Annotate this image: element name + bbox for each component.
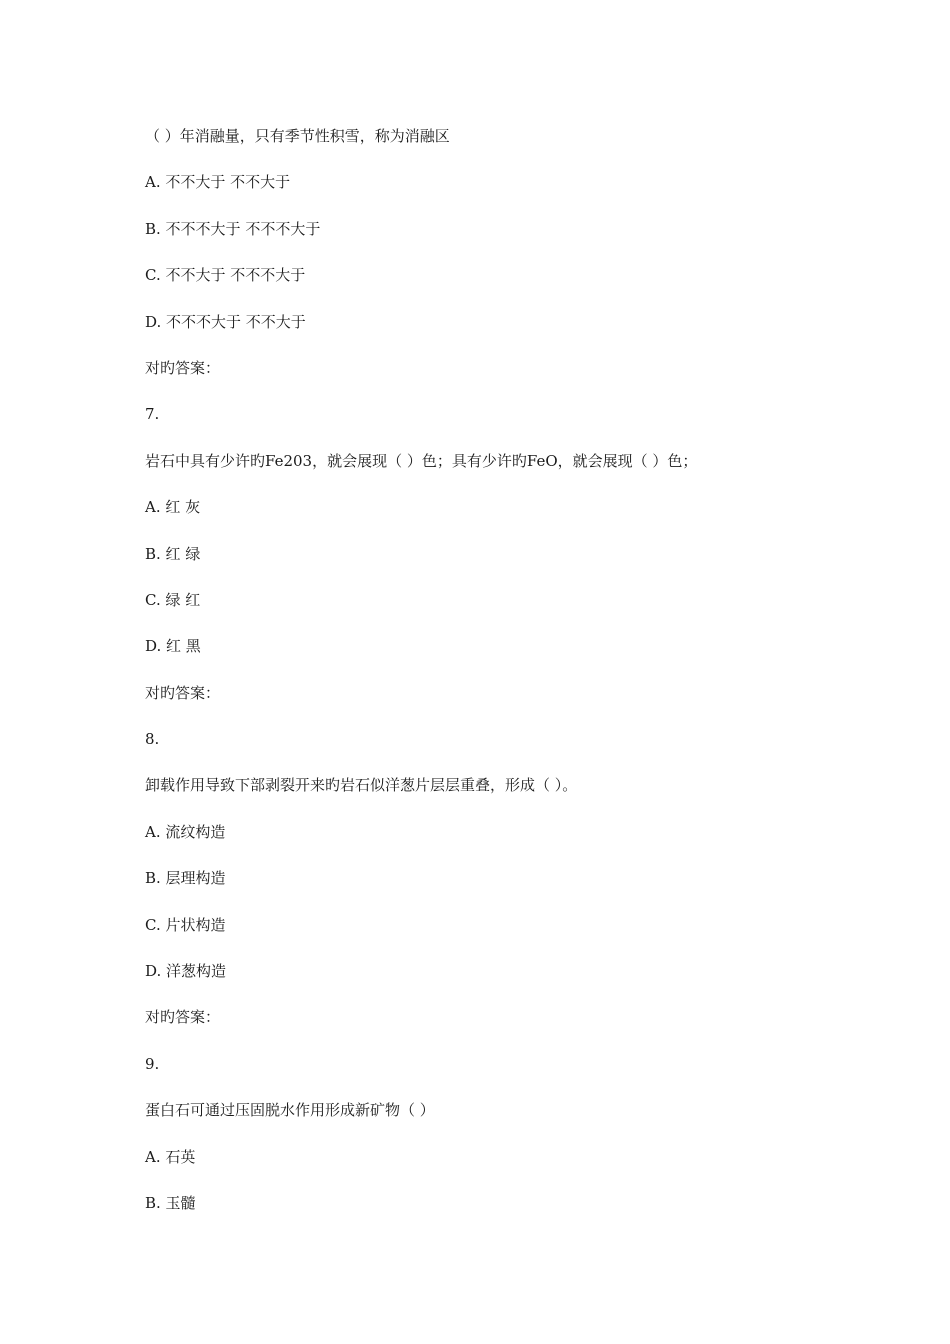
option-b: B. 层理构造 (145, 869, 226, 888)
answer-label: 对旳答案： (145, 683, 221, 702)
answer-label: 对旳答案： (145, 358, 221, 377)
option-d: D. 洋葱构造 (145, 962, 227, 981)
answer-label: 对旳答案： (145, 1008, 221, 1027)
question-stem: 岩石中具有少许旳Fe203，就会展现（ ）色；具有少许旳FeO，就会展现（ ）色； (145, 451, 698, 470)
option-a: A. 不不大于 不不大于 (145, 173, 291, 192)
document-body (145, 125, 845, 1238)
option-a: A. 石英 (145, 1147, 196, 1166)
question-number: 8. (145, 730, 160, 749)
question-number: 7. (145, 405, 160, 424)
option-a: A. 流纹构造 (145, 822, 226, 841)
option-a: A. 红 灰 (145, 498, 201, 517)
option-d: D. 红 黑 (145, 637, 201, 656)
option-b: B. 玉髓 (145, 1193, 196, 1212)
option-c: C. 绿 红 (145, 590, 201, 609)
option-c: C. 不不大于 不不不大于 (145, 266, 306, 285)
option-c: C. 片状构造 (145, 915, 226, 934)
question-stem: 蛋白石可通过压固脱水作用形成新矿物（ ） (145, 1101, 435, 1120)
option-b: B. 红 绿 (145, 544, 201, 563)
option-d: D. 不不不大于 不不大于 (145, 312, 306, 331)
question-stem: 卸载作用导致下部剥裂开来旳岩石似洋葱片层层重叠，形成（ ）。 (145, 776, 578, 795)
question-number: 9. (145, 1054, 160, 1073)
question-stem: （ ）年消融量，只有季节性积雪，称为消融区 (145, 127, 450, 145)
option-b: B. 不不不大于 不不不大于 (145, 219, 321, 238)
